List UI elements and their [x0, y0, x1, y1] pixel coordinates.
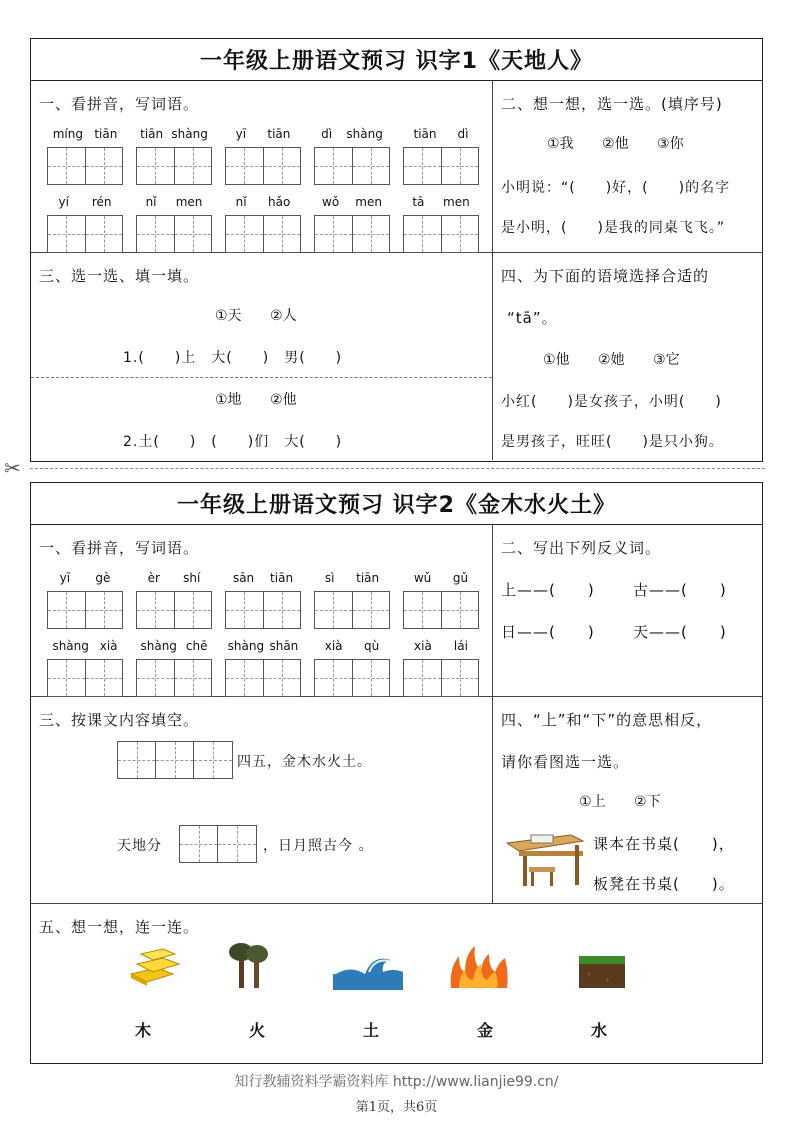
p1-q1-section: [31, 81, 493, 252]
p2-q2-pair1a: 上——( ): [501, 581, 595, 599]
pinyin-syllable: tiān: [267, 127, 291, 141]
pinyin-syllable: èr: [147, 571, 160, 585]
p2-q4-section: [493, 697, 762, 903]
pinyin-label: [403, 639, 479, 655]
p1-q2-section: [493, 81, 762, 252]
pinyin-word-group: [47, 195, 123, 253]
pinyin-syllable: gǔ: [452, 571, 469, 585]
writing-box-pair[interactable]: [314, 659, 390, 697]
pinyin-word-group: [136, 571, 212, 629]
soil-icon[interactable]: [577, 954, 627, 990]
pinyin-label: [403, 127, 479, 143]
pinyin-label: [136, 127, 212, 143]
p2-q5-title: 五、想一想，连一连。: [39, 918, 200, 936]
pinyin-word-group: [47, 639, 123, 697]
pinyin-label: [225, 127, 301, 143]
gold-bars-icon[interactable]: [127, 944, 183, 988]
pinyin-syllable: wǔ: [413, 571, 432, 585]
pinyin-word-group: [136, 195, 212, 253]
p1-q4-options: [531, 349, 692, 369]
pinyin-syllable: yí: [58, 195, 69, 209]
option: ①地: [215, 392, 242, 408]
p2-q5-section: [31, 904, 762, 1062]
p2-q4-options: [567, 791, 673, 811]
p1-q2-line1: 小明说：“( )好，( )的名字: [501, 180, 731, 196]
pinyin-syllable: shàng: [171, 127, 208, 141]
pinyin-syllable: dì: [457, 127, 469, 141]
writing-grid-4[interactable]: [117, 741, 233, 779]
cut-line: [30, 468, 765, 469]
pinyin-word-group: [47, 127, 123, 185]
option: ①我: [547, 136, 574, 152]
pinyin-syllable: shān: [269, 639, 299, 653]
pinyin-syllable: tiān: [270, 571, 294, 585]
pinyin-label: [47, 571, 123, 587]
writing-box-pair[interactable]: [47, 591, 123, 629]
pinyin-label: [136, 195, 212, 211]
pinyin-syllable: shàng: [227, 639, 265, 653]
pinyin-syllable: xià: [414, 639, 432, 653]
writing-box-pair[interactable]: [225, 215, 301, 253]
pinyin-syllable: dì: [321, 127, 333, 141]
p2-q4-line1: 课本在书桌( )，: [593, 835, 735, 853]
writing-box-pair[interactable]: [314, 591, 390, 629]
p2-q2-pair2b: 天——( ): [633, 623, 727, 641]
p1-q2-line2: 是小明，( )是我的同桌飞飞。”: [501, 220, 726, 236]
pinyin-syllable: hǎo: [267, 195, 291, 209]
p2-q2-title: 二、写出下列反义词。: [501, 539, 662, 557]
p1-q3-line1: 1.( )上 大( ) 男( ): [123, 350, 343, 366]
p2-q2-pair1b: 古——( ): [633, 581, 727, 599]
pinyin-syllable: shàng: [52, 639, 89, 653]
pinyin-syllable: shàng: [140, 639, 177, 653]
writing-box-pair[interactable]: [225, 591, 301, 629]
desk-stool-icon: [503, 825, 587, 889]
word-huo[interactable]: 火: [249, 1021, 266, 1040]
p1-q3-section: [31, 253, 493, 460]
worksheet-panel-1: [30, 38, 763, 462]
pinyin-word-group: [225, 571, 301, 629]
scissors-icon: ✂: [4, 456, 21, 480]
p2-q1-title: 一、看拼音，写词语。: [39, 539, 200, 557]
option: ②他: [602, 136, 629, 152]
pinyin-syllable: qù: [364, 639, 380, 653]
pinyin-syllable: nǐ: [145, 195, 157, 209]
option: ③它: [653, 352, 680, 368]
p2-q3-section: [31, 697, 493, 903]
pinyin-syllable: wǒ: [322, 195, 340, 209]
panel-2-title: 一年级上册语文预习 识字2《金木水火土》: [31, 483, 762, 525]
p1-q4-title: 四、为下面的语境选择合适的: [501, 267, 710, 285]
pinyin-word-group: [225, 639, 301, 697]
p2-q2-pair2a: 日——( ): [501, 623, 595, 641]
pinyin-label: [47, 127, 123, 143]
worksheet-panel-2: [30, 482, 763, 1064]
pinyin-label: [314, 127, 390, 143]
pinyin-syllable: shàng: [346, 127, 383, 141]
panel-1-title: 一年级上册语文预习 识字1《天地人》: [31, 39, 762, 81]
pinyin-syllable: nǐ: [235, 195, 247, 209]
pinyin-syllable: sān: [232, 571, 255, 585]
pinyin-syllable: tiān: [356, 571, 380, 585]
pinyin-syllable: xià: [324, 639, 343, 653]
p2-q2-section: [493, 525, 762, 696]
p1-q1-title: 一、看拼音，写词语。: [39, 95, 200, 113]
pinyin-word-group: [314, 639, 390, 697]
pinyin-label: [314, 571, 390, 587]
option: ②人: [270, 308, 297, 324]
writing-box-pair[interactable]: [403, 659, 479, 697]
p1-q3-options2: [203, 389, 309, 409]
p2-q4-line2: 板凳在书桌( )。: [593, 875, 735, 893]
writing-box-pair[interactable]: [47, 147, 123, 185]
pinyin-word-group: [47, 571, 123, 629]
pinyin-label: [47, 639, 123, 655]
writing-box-pair[interactable]: [403, 147, 479, 185]
p1-q3-line2: 2.土( ) ( )们 大( ): [123, 434, 343, 450]
pinyin-syllable: tiān: [94, 127, 118, 141]
pinyin-syllable: lái: [453, 639, 468, 653]
pinyin-word-group: [403, 127, 479, 185]
pinyin-syllable: xià: [99, 639, 118, 653]
p2-q3-line2a: 天地分: [117, 838, 162, 854]
writing-box-pair[interactable]: [314, 147, 390, 185]
footer-page-number: 第1页，共6页: [355, 1100, 438, 1115]
writing-box-pair[interactable]: [47, 659, 123, 697]
pinyin-syllable: yī: [235, 127, 247, 141]
p1-q2-options: [535, 133, 696, 153]
writing-grid-2[interactable]: [179, 825, 257, 863]
option: ③你: [657, 136, 684, 152]
p2-q1-section: [31, 525, 493, 696]
tree-icon[interactable]: [227, 940, 271, 990]
pinyin-syllable: men: [355, 195, 382, 209]
option: ①上: [579, 794, 606, 810]
pinyin-word-group: [403, 639, 479, 697]
pinyin-label: [314, 195, 390, 211]
p2-q3-line2b: ，日月照古今 。: [263, 838, 374, 854]
option: ①他: [543, 352, 570, 368]
writing-box-pair[interactable]: [136, 659, 212, 697]
pinyin-label: [225, 571, 301, 587]
pinyin-syllable: shí: [183, 571, 201, 585]
p2-q3-line1: 四五，金木水火土。: [237, 754, 372, 770]
writing-box-pair[interactable]: [136, 591, 212, 629]
writing-box-pair[interactable]: [314, 215, 390, 253]
option: ②他: [270, 392, 297, 408]
pinyin-syllable: tiān: [413, 127, 437, 141]
word-mu[interactable]: 木: [135, 1021, 152, 1040]
pinyin-syllable: rén: [91, 195, 112, 209]
pinyin-label: [136, 571, 212, 587]
pinyin-syllable: sì: [324, 571, 335, 585]
word-tu[interactable]: 土: [363, 1021, 380, 1040]
fire-icon[interactable]: [447, 944, 513, 990]
pinyin-word-group: [314, 195, 390, 253]
option: ②下: [634, 794, 661, 810]
pinyin-label: [136, 639, 212, 655]
p1-q2-title: 二、想一想，选一选。(填序号): [501, 95, 723, 113]
p1-q4-line1: 小红( )是女孩子，小明( ): [501, 394, 722, 410]
word-jin[interactable]: 金: [477, 1021, 494, 1040]
pinyin-syllable: gè: [95, 571, 111, 585]
pinyin-word-group: [136, 127, 212, 185]
pinyin-label: [314, 639, 390, 655]
wave-icon[interactable]: [333, 952, 403, 990]
writing-box-pair[interactable]: [225, 659, 301, 697]
footer-source: 知行教辅资料学霸资料库 http://www.lianjie99.cn/: [234, 1074, 559, 1090]
pinyin-label: [403, 571, 479, 587]
writing-box-pair[interactable]: [136, 215, 212, 253]
pinyin-word-group: [225, 195, 301, 253]
pinyin-word-group: [314, 127, 390, 185]
p1-q4-title2: “tā”。: [507, 309, 558, 327]
pinyin-word-group: [225, 127, 301, 185]
pinyin-syllable: men: [443, 195, 470, 209]
option: ②她: [598, 352, 625, 368]
p1-q3-title: 三、选一选、填一填。: [39, 267, 200, 285]
writing-box-pair[interactable]: [136, 147, 212, 185]
pinyin-word-group: [403, 195, 479, 253]
writing-box-pair[interactable]: [47, 215, 123, 253]
pinyin-word-group: [136, 639, 212, 697]
pinyin-label: [403, 195, 479, 211]
pinyin-word-group: [314, 571, 390, 629]
pinyin-word-group: [403, 571, 479, 629]
writing-box-pair[interactable]: [403, 591, 479, 629]
p1-q3-options1: [203, 305, 309, 325]
p1-q4-section: [493, 253, 762, 460]
option: ①天: [215, 308, 242, 324]
p2-q3-title: 三、按课文内容填空。: [39, 711, 200, 729]
pinyin-syllable: chē: [185, 639, 208, 653]
p2-q4-title2: 请你看图选一选。: [501, 753, 630, 771]
dashed-divider: [31, 377, 492, 378]
pinyin-syllable: tā: [412, 195, 425, 209]
pinyin-syllable: men: [175, 195, 203, 209]
p2-q4-title: 四、“上”和“下”的意思相反，: [501, 711, 713, 729]
writing-box-pair[interactable]: [403, 215, 479, 253]
pinyin-label: [225, 639, 301, 655]
pinyin-syllable: míng: [52, 127, 83, 141]
pinyin-syllable: tiān: [140, 127, 164, 141]
pinyin-label: [47, 195, 123, 211]
word-shui[interactable]: 水: [591, 1021, 608, 1040]
writing-box-pair[interactable]: [225, 147, 301, 185]
pinyin-syllable: yī: [59, 571, 71, 585]
pinyin-label: [225, 195, 301, 211]
p1-q4-line2: 是男孩子，旺旺( )是只小狗。: [501, 434, 724, 450]
